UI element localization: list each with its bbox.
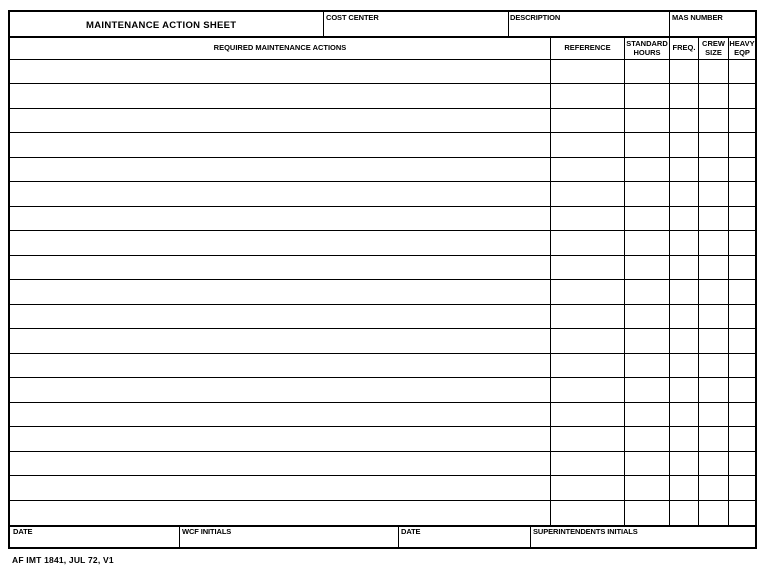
- freq-cell[interactable]: [670, 256, 698, 279]
- heavy-eqp-cell[interactable]: [729, 280, 755, 303]
- date-field-2[interactable]: [399, 536, 530, 547]
- description-field[interactable]: [509, 21, 669, 36]
- table-row: [10, 305, 755, 329]
- action-cell[interactable]: [10, 378, 550, 401]
- table-row: [10, 109, 755, 133]
- maintenance-action-sheet-form: [8, 10, 757, 549]
- wcf-initials-field[interactable]: [180, 536, 398, 547]
- freq-cell[interactable]: [670, 501, 698, 525]
- crew-size-cell[interactable]: [699, 256, 728, 279]
- standard-hours-cell[interactable]: [625, 305, 669, 328]
- freq-cell[interactable]: [670, 354, 698, 377]
- freq-cell[interactable]: [670, 305, 698, 328]
- freq-cell[interactable]: [670, 60, 698, 83]
- heavy-eqp-cell[interactable]: [729, 109, 755, 132]
- crew-size-cell[interactable]: [699, 403, 728, 426]
- freq-cell[interactable]: [670, 84, 698, 107]
- heavy-eqp-cell[interactable]: [729, 84, 755, 107]
- table-row: [10, 329, 755, 353]
- heavy-eqp-cell[interactable]: [729, 403, 755, 426]
- table-row: [10, 60, 755, 84]
- heavy-eqp-cell[interactable]: [729, 231, 755, 254]
- reference-cell[interactable]: [551, 403, 624, 426]
- standard-hours-cell[interactable]: [625, 378, 669, 401]
- freq-cell[interactable]: [670, 476, 698, 499]
- heavy-eqp-cell[interactable]: [729, 158, 755, 181]
- table-row: [10, 182, 755, 206]
- heavy-eqp-cell[interactable]: [729, 329, 755, 352]
- action-cell[interactable]: [10, 280, 550, 303]
- freq-cell[interactable]: [670, 231, 698, 254]
- heavy-eqp-cell[interactable]: [729, 476, 755, 499]
- table-row: [10, 256, 755, 280]
- crew-size-cell[interactable]: [699, 109, 728, 132]
- crew-size-cell[interactable]: [699, 476, 728, 499]
- reference-cell[interactable]: [551, 109, 624, 132]
- freq-cell[interactable]: [670, 133, 698, 156]
- standard-hours-cell[interactable]: [625, 84, 669, 107]
- superintendents-initials-field[interactable]: [531, 536, 755, 547]
- action-cell[interactable]: [10, 133, 550, 156]
- table-row: [10, 403, 755, 427]
- table-row: [10, 354, 755, 378]
- heavy-eqp-cell[interactable]: [729, 378, 755, 401]
- crew-size-cell[interactable]: [699, 60, 728, 83]
- table-row: [10, 280, 755, 304]
- crew-size-cell[interactable]: [699, 427, 728, 450]
- superintendents-initials-label: SUPERINTENDENTS INITIALS: [533, 527, 638, 536]
- crew-size-cell[interactable]: [699, 207, 728, 230]
- reference-cell[interactable]: [551, 133, 624, 156]
- table-row: [10, 427, 755, 451]
- heavy-eqp-cell[interactable]: [729, 354, 755, 377]
- freq-cell[interactable]: [670, 452, 698, 475]
- standard-hours-cell[interactable]: [625, 158, 669, 181]
- crew-size-cell[interactable]: [699, 133, 728, 156]
- table-row: [10, 231, 755, 255]
- table-row: [10, 207, 755, 231]
- action-cell[interactable]: [10, 452, 550, 475]
- action-cell[interactable]: [10, 109, 550, 132]
- date-field-1[interactable]: [10, 536, 179, 547]
- standard-hours-cell[interactable]: [625, 256, 669, 279]
- action-cell[interactable]: [10, 354, 550, 377]
- crew-size-cell[interactable]: [699, 231, 728, 254]
- standard-hours-cell[interactable]: [625, 182, 669, 205]
- reference-cell[interactable]: [551, 501, 624, 525]
- crew-size-cell[interactable]: [699, 329, 728, 352]
- mas-number-label: MAS NUMBER: [672, 13, 723, 22]
- action-cell[interactable]: [10, 231, 550, 254]
- reference-cell[interactable]: [551, 280, 624, 303]
- crew-size-cell[interactable]: [699, 452, 728, 475]
- required-actions-header: REQUIRED MAINTENANCE ACTIONS: [213, 43, 347, 53]
- freq-cell[interactable]: [670, 182, 698, 205]
- reference-cell[interactable]: [551, 158, 624, 181]
- action-cell[interactable]: [10, 476, 550, 499]
- freq-cell[interactable]: [670, 280, 698, 303]
- reference-cell[interactable]: [551, 452, 624, 475]
- heavy-eqp-cell[interactable]: [729, 60, 755, 83]
- reference-cell[interactable]: [551, 329, 624, 352]
- reference-cell[interactable]: [551, 378, 624, 401]
- standard-hours-cell[interactable]: [625, 403, 669, 426]
- freq-cell[interactable]: [670, 158, 698, 181]
- date-label-2: DATE: [401, 527, 421, 536]
- table-row: [10, 158, 755, 182]
- crew-size-cell[interactable]: [699, 158, 728, 181]
- wcf-initials-label: WCF INITIALS: [182, 527, 232, 536]
- freq-cell[interactable]: [670, 207, 698, 230]
- freq-cell[interactable]: [670, 109, 698, 132]
- freq-cell[interactable]: [670, 329, 698, 352]
- mas-number-field[interactable]: [670, 21, 755, 36]
- cost-center-label: COST CENTER: [326, 13, 379, 22]
- reference-cell[interactable]: [551, 207, 624, 230]
- reference-header: REFERENCE: [564, 43, 611, 53]
- crew-size-header: CREW SIZE: [702, 38, 725, 57]
- table-row: [10, 84, 755, 108]
- heavy-eqp-cell[interactable]: [729, 305, 755, 328]
- standard-hours-cell[interactable]: [625, 109, 669, 132]
- standard-hours-cell[interactable]: [625, 452, 669, 475]
- form-title: MAINTENANCE ACTION SHEET: [86, 20, 237, 31]
- reference-cell[interactable]: [551, 182, 624, 205]
- heavy-eqp-cell[interactable]: [729, 182, 755, 205]
- reference-cell[interactable]: [551, 60, 624, 83]
- heavy-eqp-header: HEAVY EQP: [729, 38, 755, 57]
- standard-hours-header: STANDARD HOURS: [626, 38, 668, 57]
- table-row: [10, 452, 755, 476]
- standard-hours-cell[interactable]: [625, 427, 669, 450]
- standard-hours-cell[interactable]: [625, 280, 669, 303]
- freq-header: FREQ.: [672, 43, 696, 53]
- date-label-1: DATE: [13, 527, 33, 536]
- action-cell[interactable]: [10, 403, 550, 426]
- standard-hours-cell[interactable]: [625, 231, 669, 254]
- footer-divider: [10, 525, 755, 527]
- standard-hours-cell[interactable]: [625, 133, 669, 156]
- crew-size-cell[interactable]: [699, 182, 728, 205]
- freq-cell[interactable]: [670, 403, 698, 426]
- reference-cell[interactable]: [551, 256, 624, 279]
- reference-cell[interactable]: [551, 231, 624, 254]
- reference-cell[interactable]: [551, 305, 624, 328]
- form-number: AF IMT 1841, JUL 72, V1: [12, 555, 114, 565]
- table-row: [10, 476, 755, 500]
- action-cell[interactable]: [10, 256, 550, 279]
- heavy-eqp-cell[interactable]: [729, 207, 755, 230]
- reference-cell[interactable]: [551, 476, 624, 499]
- action-cell[interactable]: [10, 207, 550, 230]
- heavy-eqp-cell[interactable]: [729, 256, 755, 279]
- reference-cell[interactable]: [551, 427, 624, 450]
- standard-hours-cell[interactable]: [625, 476, 669, 499]
- freq-cell[interactable]: [670, 378, 698, 401]
- standard-hours-cell[interactable]: [625, 207, 669, 230]
- action-cell[interactable]: [10, 182, 550, 205]
- heavy-eqp-cell[interactable]: [729, 133, 755, 156]
- heavy-eqp-cell[interactable]: [729, 452, 755, 475]
- crew-size-cell[interactable]: [699, 378, 728, 401]
- description-label: DESCRIPTION: [510, 13, 561, 22]
- action-cell[interactable]: [10, 427, 550, 450]
- action-cell[interactable]: [10, 158, 550, 181]
- reference-cell[interactable]: [551, 84, 624, 107]
- crew-size-cell[interactable]: [699, 501, 728, 525]
- heavy-eqp-cell[interactable]: [729, 501, 755, 525]
- table-row: [10, 378, 755, 402]
- freq-cell[interactable]: [670, 427, 698, 450]
- standard-hours-cell[interactable]: [625, 60, 669, 83]
- table-row: [10, 501, 755, 525]
- crew-size-cell[interactable]: [699, 305, 728, 328]
- action-cell[interactable]: [10, 84, 550, 107]
- crew-size-cell[interactable]: [699, 280, 728, 303]
- action-cell[interactable]: [10, 501, 550, 525]
- table-row: [10, 133, 755, 157]
- standard-hours-cell[interactable]: [625, 501, 669, 525]
- crew-size-cell[interactable]: [699, 84, 728, 107]
- crew-size-cell[interactable]: [699, 354, 728, 377]
- heavy-eqp-cell[interactable]: [729, 427, 755, 450]
- standard-hours-cell[interactable]: [625, 329, 669, 352]
- cost-center-field[interactable]: [324, 21, 508, 36]
- reference-cell[interactable]: [551, 354, 624, 377]
- standard-hours-cell[interactable]: [625, 354, 669, 377]
- action-cell[interactable]: [10, 329, 550, 352]
- action-cell[interactable]: [10, 305, 550, 328]
- action-cell[interactable]: [10, 60, 550, 83]
